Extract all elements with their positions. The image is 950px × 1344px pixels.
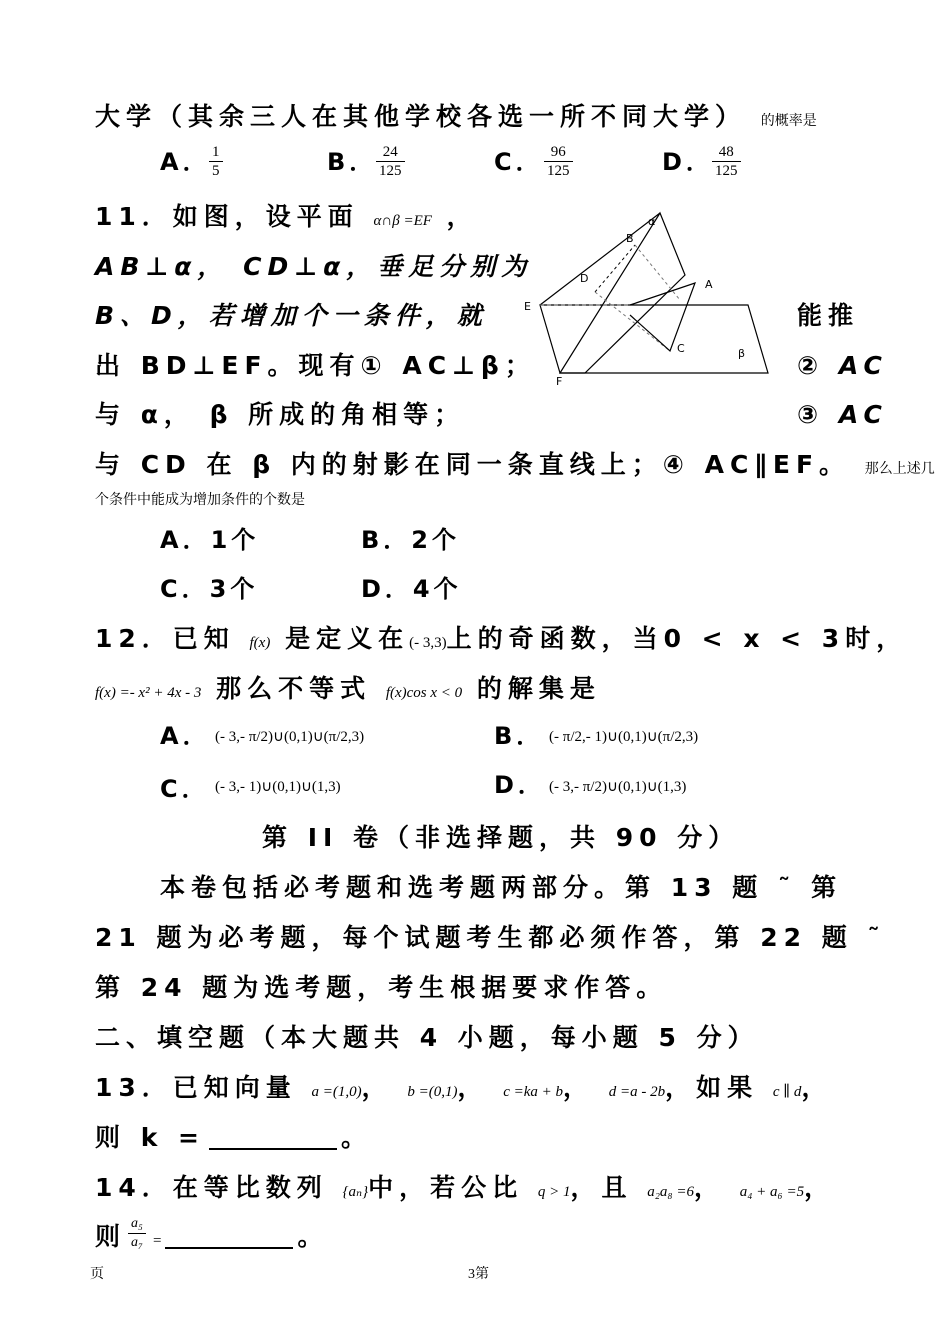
q12-option-b-set: (- π/2,- 1)∪(0,1)∪(π/2,3): [549, 729, 699, 745]
label-e: E: [524, 300, 531, 313]
q14-line1: 14．在等比数列 {aₙ}中，若公比 q > 1，且 a₂a₈ =6， a₄ + a₆ =5，: [95, 1173, 836, 1202]
q11-line5-right: ③ AC: [797, 400, 888, 429]
q11-line5: 与 α， β 所成的角相等；: [95, 400, 466, 429]
part2-intro-line3: 第 24 题为选考题，考生根据要求作答。: [95, 973, 668, 1002]
q11-plane-intersection: α∩β =EF: [373, 213, 432, 229]
q11-line3-right: 能推: [797, 301, 860, 330]
plane-beta: [540, 305, 768, 373]
q13-answer-blank: [209, 1126, 337, 1150]
footer-page-number: 3第: [468, 1267, 489, 1282]
q10-text: 大学（其余三人在其他学校各选一所不同大学）: [95, 102, 747, 131]
q12-option-c-label: C．: [160, 775, 210, 803]
part2-intro-line2: 21 题为必考题，每个试题考生都必须作答，第 22 题 ˜: [95, 923, 886, 952]
label-c: C: [677, 342, 685, 355]
q12-option-a-label: A．: [160, 722, 211, 750]
q13-line1: 13．已知向量 a =(1,0)， b =(0,1)， c =ka + b， d =a - 2b，如果 c ∥ d，: [95, 1073, 833, 1102]
label-f: F: [556, 375, 563, 388]
q14-answer-blank: [165, 1225, 293, 1249]
q11-line2: AB⊥α， CD⊥α，垂足分别为: [95, 252, 533, 281]
q12-option-d-label: D．: [494, 771, 546, 799]
q10-option-c-fraction: $\frac{96}{125}$: [544, 143, 573, 180]
label-a: A: [705, 278, 713, 291]
q11-figure: [520, 205, 780, 390]
label-d: D: [580, 272, 589, 285]
q12-option-c-set: (- 3,- 1)∪(0,1)∪(1,3): [215, 779, 341, 795]
q10-option-c-label: C．: [494, 148, 544, 176]
q12-line1: 12．已知 f(x) 是定义在(- 3,3)上的奇函数，当0 < x < 3时，: [95, 624, 908, 653]
q11-line4: 出 BD⊥EF。现有① AC⊥β；: [95, 351, 536, 380]
q10-option-d-fraction: $\frac{48}{125}$: [712, 143, 741, 180]
label-beta: β: [738, 347, 746, 360]
q12-option-b-label: B．: [494, 722, 545, 750]
q11-option-a: A．1个: [160, 526, 260, 554]
segment-ac: [630, 283, 695, 351]
label-b: B: [626, 232, 634, 245]
q10-option-a-label: A．: [160, 148, 211, 176]
part2-title: 第 II 卷（非选择题，共 90 分）: [262, 823, 740, 852]
q12-line2: f(x) =- x² + 4x - 3 那么不等式 f(x)cos x < 0 的解集是: [95, 674, 601, 703]
q11-line1: 11．如图，设平面 α∩β =EF ，: [95, 202, 478, 231]
q11-option-c: C．3个: [160, 575, 259, 603]
q11-line4-right: ② AC: [797, 351, 888, 380]
q12-option-d-set: (- 3,- π/2)∪(0,1)∪(1,3): [549, 779, 687, 795]
q10-option-d-label: D．: [662, 148, 714, 176]
q14-line2: 则: [95, 1222, 127, 1251]
segment-ab: [635, 245, 680, 300]
label-alpha: α: [648, 215, 656, 228]
q14-fraction: $\frac{\text{a₅}}{\text{a₇}}$: [128, 1215, 146, 1252]
q11-option-d: D．4个: [361, 575, 462, 603]
q11-line6: 与 CD 在 β 内的射影在同一条直线上；④ AC∥EF。 那么上述几: [95, 450, 935, 479]
q10-suffix: 的概率是: [760, 113, 817, 129]
q10-option-a-fraction: $\frac{1}{5}$: [209, 143, 223, 180]
footer-left: 页: [90, 1267, 104, 1282]
q10-option-b-label: B．: [327, 148, 378, 176]
q10-line: [95, 102, 817, 136]
q11-option-b: B．2个: [361, 526, 460, 554]
plane-alpha-top-edge: [540, 213, 660, 305]
q10-option-b-fraction: $\frac{24}{125}$: [376, 143, 405, 180]
part2-intro-line1: 本卷包括必考题和选考题两部分。第 13 题 ˜ 第: [160, 873, 843, 902]
q12-option-a-set: (- 3,- π/2)∪(0,1)∪(π/2,3): [215, 729, 365, 745]
q14-answer: = 。: [153, 1222, 329, 1251]
q11-line3: B、D，若增加个一条件，就: [95, 301, 488, 330]
q13-line2: 则 k = 。: [95, 1123, 372, 1152]
section-fill-in-title: 二、填空题（本大题共 4 小题，每小题 5 分）: [95, 1023, 759, 1052]
q11-line7: 个条件中能成为增加条件的个数是: [95, 492, 305, 508]
